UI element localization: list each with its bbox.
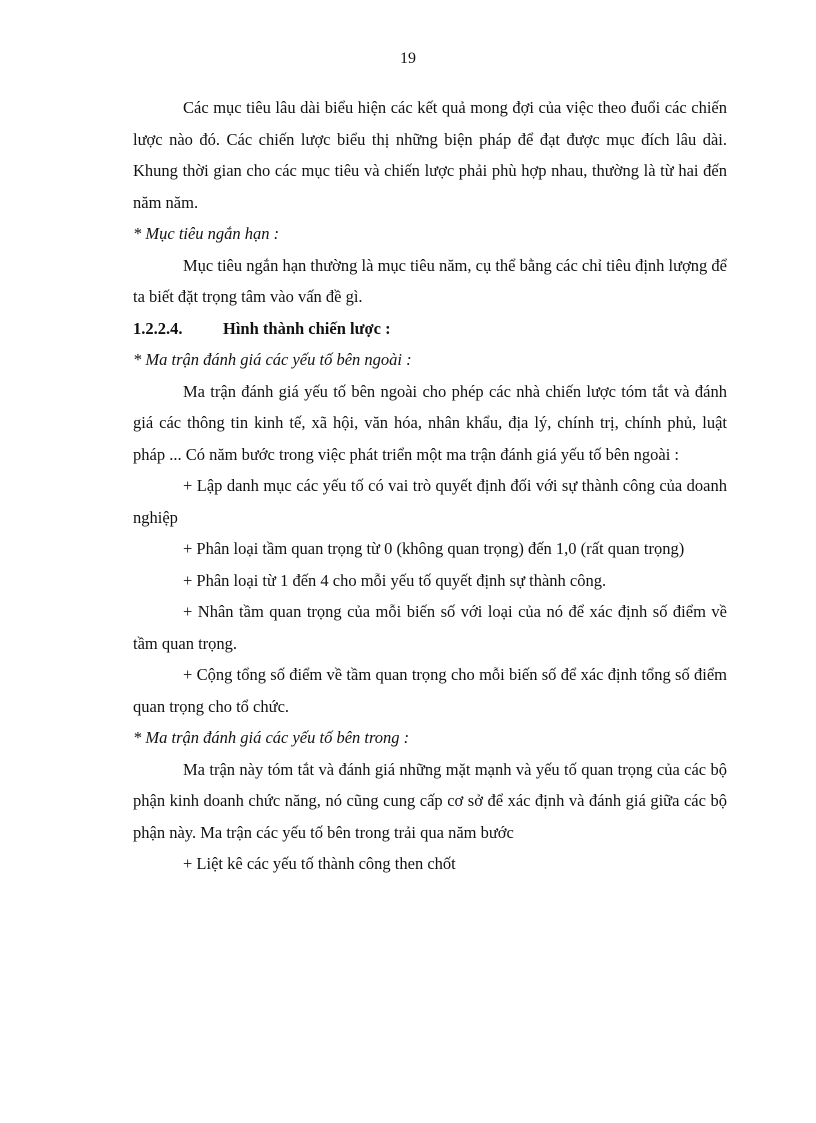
list-item: + Phân loại từ 1 đến 4 cho mỗi yếu tố quyết định sự thành công. — [183, 570, 607, 590]
list-item: + Cộng tổng số điểm về tầm quan trọng cho mỗi biến số để xác định tổng số điểm quan trọng cho tổ chức. — [133, 665, 727, 716]
subheading-internal-matrix: * Ma trận đánh giá các yếu tố bên trong : — [133, 728, 410, 747]
list-item: + Lập danh mục các yếu tố có vai trò quyết định đối với sự thành công của doanh nghiệp — [133, 476, 727, 527]
list-item: + Nhân tầm quan trọng của mỗi biến số với loại của nó để xác định số điểm về tầm quan trọng. — [133, 602, 727, 653]
subheading-short-term-goals: * Mục tiêu ngắn hạn : — [133, 224, 280, 243]
paragraph-internal-matrix: Ma trận này tóm tắt và đánh giá những mặt mạnh và yếu tố quan trọng của các bộ phận kinh doanh chức năng, nó cũng cung cấp cơ sở để xác định và đánh giá giữa các bộ phận này. Ma trận các yếu tố bên trong trải qua năm bước — [133, 759, 727, 842]
list-item: + Phân loại tầm quan trọng từ 0 (không quan trọng) đến 1,0 (rất quan trọng) — [183, 539, 685, 558]
section-number: 1.2.2.4. — [133, 318, 183, 338]
paragraph-external-matrix: Ma trận đánh giá yếu tố bên ngoài cho phép các nhà chiến lược tóm tắt và đánh giá các thông tin kinh tế, xã hội, văn hóa, nhân khẩu, địa lý, chính trị, chính phủ, luật pháp ... Có năm bước trong việc phát triển một ma trận đánh giá yếu tố bên ngoài : — [133, 381, 727, 464]
section-heading — [133, 313, 727, 345]
list-item: + Liệt kê các yếu tố thành công then chốt — [183, 854, 456, 873]
subheading-external-matrix: * Ma trận đánh giá các yếu tố bên ngoài : — [133, 350, 412, 369]
page-body — [133, 92, 727, 880]
page-number: 19 — [400, 50, 416, 67]
paragraph-short-term-goals: Mục tiêu ngắn hạn thường là mục tiêu năm, cụ thể bằng các chỉ tiêu định lượng để ta biết đặt trọng tâm vào vấn đề gì. — [133, 255, 727, 306]
section-title: Hình thành chiến lược : — [223, 318, 391, 338]
paragraph-long-term-goals: Các mục tiêu lâu dài biểu hiện các kết quả mong đợi của việc theo đuổi các chiến lược nào đó. Các chiến lược biểu thị những biện pháp để đạt được mục đích lâu dài. Khung thời gian cho các mục tiêu và chiến lược phải phù hợp nhau, thường là từ hai đến năm năm. — [133, 98, 727, 212]
